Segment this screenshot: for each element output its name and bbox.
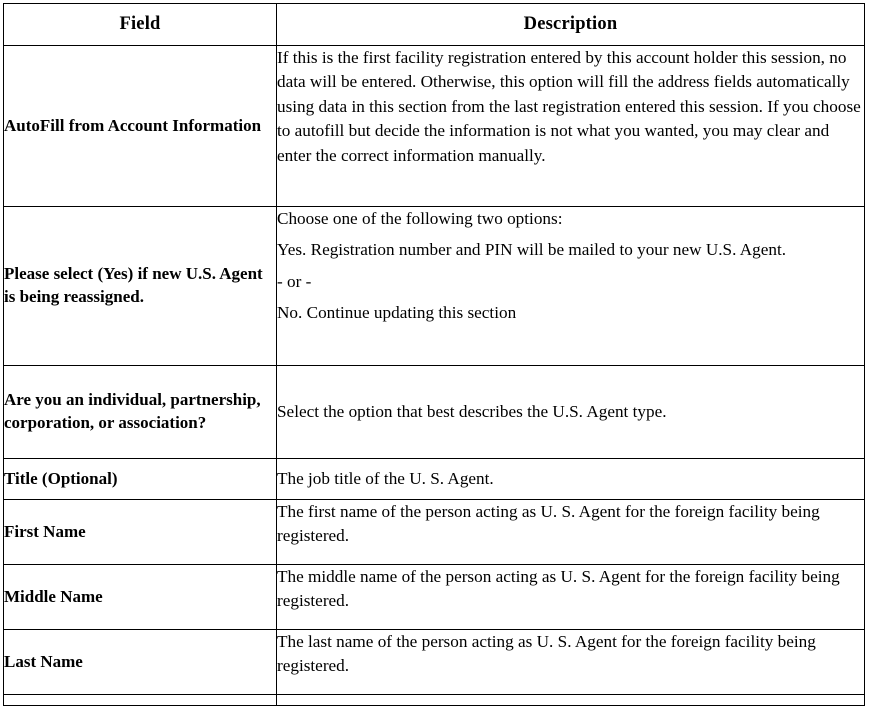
field-name-cell — [4, 500, 277, 565]
table-row — [4, 695, 865, 706]
field-name-cell — [4, 565, 277, 630]
table-row — [4, 500, 865, 565]
field-name-text: First Name — [4, 521, 86, 541]
column-header-field-label: Field — [119, 14, 161, 35]
description-paragraph: The job title of the U. S. Agent. — [277, 468, 494, 488]
field-name-cell — [4, 459, 277, 500]
field-name-cell — [4, 630, 277, 695]
description-paragraph: - or - — [277, 271, 312, 291]
description-paragraph: Yes. Registration number and PIN will be mailed to your new U.S. Agent. — [277, 240, 787, 260]
field-name-text: AutoFill from Account Information — [4, 115, 262, 135]
field-description-cell — [277, 695, 865, 706]
field-description-cell — [277, 366, 865, 459]
table-row — [4, 207, 865, 366]
table-body — [4, 46, 865, 706]
table-row — [4, 46, 865, 207]
field-name-text: Title (Optional) — [4, 468, 118, 488]
description-paragraph: Choose one of the following two options: — [277, 209, 563, 228]
description-paragraph: Select the option that best describes the U.S. Agent type. — [277, 401, 667, 421]
column-header-field — [4, 4, 277, 46]
description-paragraph: If this is the first facility registration entered by this account holder this session, no data will be entered. Otherwise, this option will fill the address fields automatically using data in this section from the last registration entered this session. If you choose to autofill but decide the information is not what you wanted, you may clear and enter the correct information manually. — [277, 48, 861, 165]
field-name-text: Are you an individual, partnership, corporation, or association? — [4, 390, 261, 432]
column-header-description-label: Description — [523, 14, 618, 35]
field-description-cell — [277, 500, 865, 565]
field-description-cell — [277, 207, 865, 366]
field-description-table — [3, 3, 865, 706]
description-paragraph: The last name of the person acting as U. S. Agent for the foreign facility being registered. — [277, 632, 816, 676]
column-header-description — [277, 4, 865, 46]
field-name-cell — [4, 207, 277, 366]
table-row — [4, 630, 865, 695]
field-description-cell — [277, 46, 865, 207]
field-description-cell — [277, 630, 865, 695]
field-name-cell — [4, 366, 277, 459]
field-description-cell — [277, 565, 865, 630]
description-paragraph: The middle name of the person acting as U. S. Agent for the foreign facility being registered. — [277, 567, 840, 611]
description-paragraph: No. Continue updating this section — [277, 303, 517, 323]
table-row — [4, 565, 865, 630]
table-header — [4, 4, 865, 46]
field-name-text: Middle Name — [4, 586, 103, 606]
field-name-text: Last Name — [4, 651, 83, 671]
field-name-cell — [4, 695, 277, 706]
table-row — [4, 366, 865, 459]
table-row — [4, 459, 865, 500]
field-name-text: Please select (Yes) if new U.S. Agent is being reassigned. — [4, 264, 263, 306]
description-paragraph: The first name of the person acting as U. S. Agent for the foreign facility being registered. — [277, 502, 820, 546]
field-name-cell — [4, 46, 277, 207]
table-header-row — [4, 4, 865, 46]
field-description-cell — [277, 459, 865, 500]
